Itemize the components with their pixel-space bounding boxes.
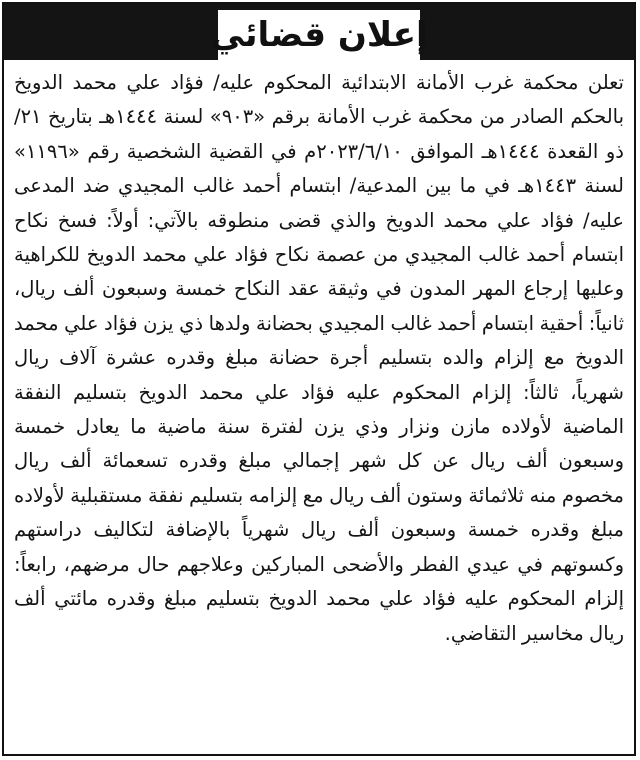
notice-body: تعلن محكمة غرب الأمانة الابتدائية المحكوم عليه/ فؤاد علي محمد الدويخ بالحكم الصادر من محكمة غرب الأمانة برقم «٩٠٣» لسنة ١٤٤٤هـ بتاريخ ٢١/ذو القعدة ١٤٤٤هـ الموافق ٢٠٢٣/٦/١٠م في القضية الشخصية رقم «١١٩٦» لسنة ١٤٤٣هـ في ما بين المدعية/ ابتسام أحمد غالب المجيدي ضد المدعى عليه/ فؤاد علي محمد الدويخ والذي قضى منطوقه بالآتي: أولاً: فسخ نكاح ابتسام أحمد غالب المجيدي من عصمة نكاح فؤاد علي محمد الدويخ للكراهية وعليها إرجاع المهر المدون في وثيقة عقد النكاح خمسة وسبعون ألف ريال، ثانياً: أحقية ابتسام أحمد غالب المجيدي بحضانة ولدها ذي يزن فؤاد علي محمد الدويخ مع إلزام والده بتسليم أجرة حضانة مبلغ وقدره عشرة آلاف ريال شهرياً، ثالثاً: إلزام المحكوم عليه فؤاد علي محمد الدويخ بتسليم النفقة الماضية لأولاده مازن ونزار وذي يزن لفترة سنة ماضية ما يعادل خمسة وسبعون ألف ريال عن كل شهر إجمالي مبلغ وقدره تسعمائة ألف ريال مخصوم منه ثلاثمائة وستون ألف ريال مع إلزامه بتسليم نفقة مستقبلية لأولاده مبلغ وقدره خمسة وسبعون ألف ريال شهرياً بالإضافة لتكاليف دراستهم وكسوتهم في عيدي الفطر والأضحى المباركين وعلاجهم حال مرضهم، رابعاً: إلزام المحكوم عليه فؤاد علي محمد الدويخ بتسليم مبلغ وقدره مائتي ألف ريال مخاسير التقاضي. (14, 71, 625, 645)
header-title-box (210, 8, 428, 60)
notice-title: إعلان قضائي (210, 15, 428, 55)
judicial-notice (2, 2, 636, 756)
